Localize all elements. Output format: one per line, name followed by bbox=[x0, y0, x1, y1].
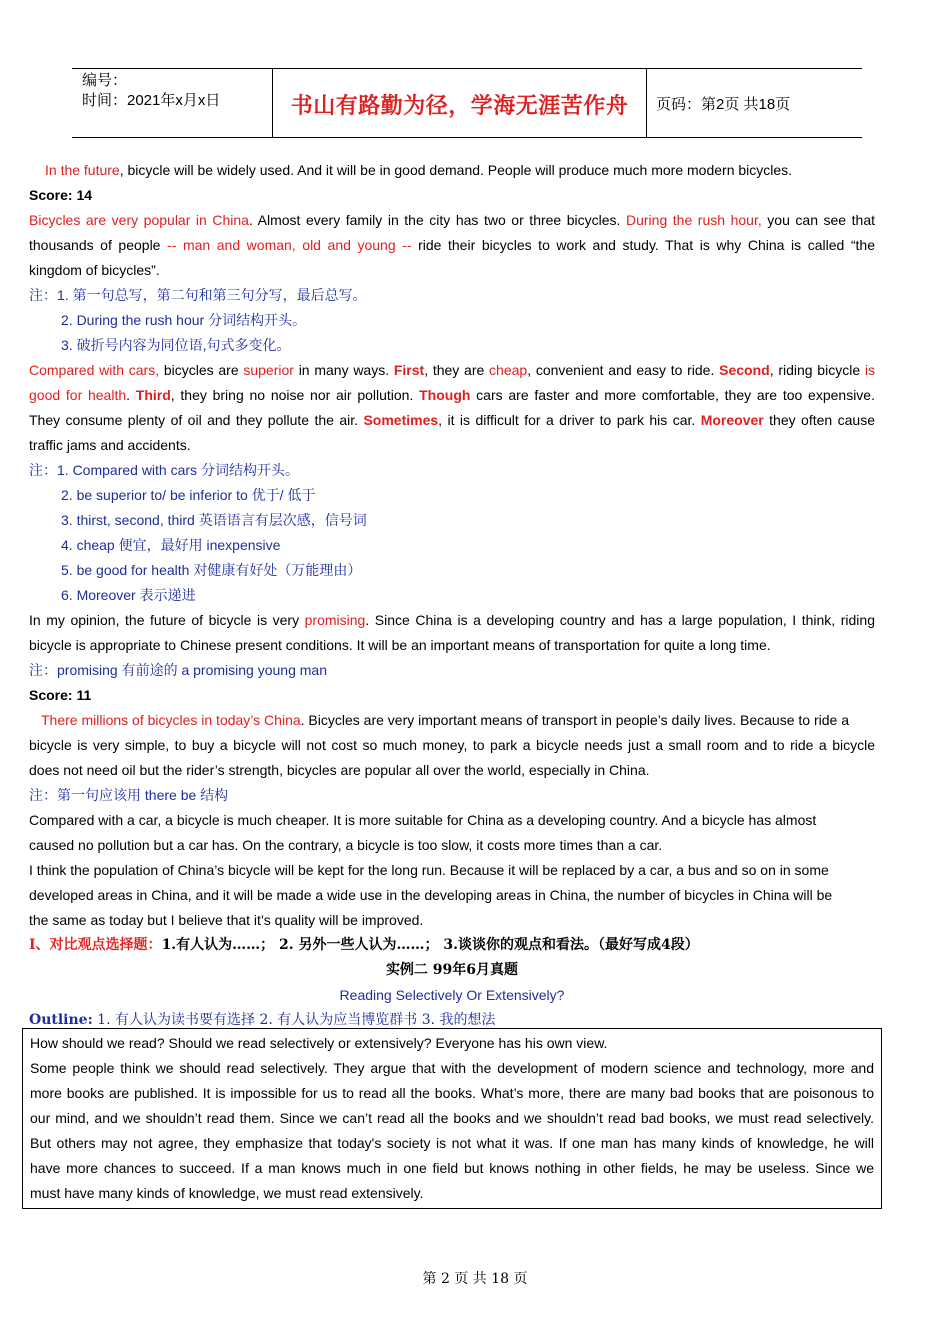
number-label: 编号： bbox=[82, 72, 128, 89]
sample-paragraph-6-line: caused no pollution but a car has. On the contrary, a bicycle is too slow, it costs more times than a car. bbox=[29, 837, 663, 853]
page-footer bbox=[0, 1268, 950, 1288]
section-heading bbox=[29, 933, 875, 958]
highlight-phrase: In the future bbox=[45, 162, 120, 178]
paragraph-text: , riding bicycle bbox=[769, 362, 865, 378]
section-heading-label: I、对比观点选择题： bbox=[29, 937, 162, 953]
sample-paragraph-4-line: bicycle is appropriate to Chinese present conditions. It will be an important means of transportation for quite a long time. bbox=[29, 637, 771, 653]
sample-paragraph-2-line bbox=[29, 208, 875, 233]
paragraph-text: . bbox=[126, 387, 136, 403]
highlight-phrase: superior bbox=[243, 362, 294, 378]
signal-word: First bbox=[393, 362, 425, 378]
highlight-phrase: good for health bbox=[29, 387, 127, 403]
sample-essay-box bbox=[22, 1028, 882, 1209]
paragraph-text: ride their bicycles to work and study. That is why China is called “the bbox=[411, 237, 875, 253]
paragraph-text: They consume plenty of oil and they pollute the air. bbox=[29, 412, 364, 428]
note-line: 2. During the rush hour 分词结构开头。 bbox=[61, 312, 307, 328]
sample-paragraph-3-line bbox=[29, 383, 875, 408]
essay-line: Some people think we should read selectively. They argue that with the development of modern science and technology, more and bbox=[30, 1060, 874, 1076]
highlight-phrase: cheap bbox=[489, 362, 528, 378]
sample-paragraph-2-line bbox=[29, 233, 875, 258]
paragraph-text: . Bicycles are very important means of transport in people’s daily lives. Because to ride a bbox=[300, 712, 849, 728]
sample-paragraph-3-line bbox=[29, 408, 875, 433]
note-line: 5. be good for health 对健康有好处（万能理由） bbox=[61, 562, 362, 578]
sample-paragraph-5-line: does not need oil but the rider’s strength, bicycles are popular all over the world, especially in China. bbox=[29, 762, 650, 778]
paragraph-text: In my opinion, the future of bicycle is very bbox=[29, 612, 305, 628]
section-heading-text: 1.有人认为……； 2. 另外一些人认为……； 3.谈谈你的观点和看法。（最好写成4段） bbox=[161, 937, 699, 953]
highlight-phrase: promising bbox=[304, 612, 366, 628]
sample-paragraph-6-line: the same as today but I believe that it’s quality will be improved. bbox=[29, 912, 424, 928]
signal-word: Second bbox=[719, 362, 770, 378]
essay-line: more books are published. It is impossible for us to read all the books. What’s more, there are many bad books that are poisonous to bbox=[30, 1085, 874, 1101]
note-line: 注：1. 第一句总写，第二句和第三句分写，最后总写。 bbox=[29, 287, 367, 303]
outline-label: Outline: bbox=[29, 1012, 93, 1028]
note-line: 6. Moreover 表示递进 bbox=[61, 587, 196, 603]
signal-word: Though bbox=[419, 387, 471, 403]
paragraph-text: in many ways. bbox=[293, 362, 394, 378]
header-page-label: 页码：第2页 共18页 bbox=[656, 96, 791, 113]
highlight-phrase: is bbox=[864, 362, 875, 378]
paragraph-text: , they bring no noise nor air pollution. bbox=[170, 387, 420, 403]
page-header bbox=[72, 68, 862, 138]
note-line: 注：1. Compared with cars 分词结构开头。 bbox=[29, 462, 299, 478]
paragraph-text: you can see that bbox=[761, 212, 875, 228]
paragraph-text: , bicycle will be widely used. And it will be in good demand. People will produce much more modern bicycles. bbox=[119, 162, 793, 178]
note-line: 注：第一句应该用 there be 结构 bbox=[29, 787, 229, 803]
highlight-phrase: Compared with cars, bbox=[29, 362, 160, 378]
footer-page-number: 第 2 页 共 18 页 bbox=[422, 1271, 528, 1287]
sample-paragraph-5-line bbox=[29, 708, 875, 733]
paragraph-text: , it is difficult for a driver to park his car. bbox=[438, 412, 701, 428]
sample-paragraph-3-line bbox=[29, 358, 875, 383]
essay-title: Reading Selectively Or Extensively? bbox=[339, 987, 565, 1003]
signal-word: Sometimes bbox=[363, 412, 439, 428]
paragraph-text: . Almost every family in the city has two or three bicycles. bbox=[248, 212, 626, 228]
header-motto: 书山有路勤为径，学海无涯苦作舟 bbox=[290, 94, 629, 119]
sample-paragraph-2-line: kingdom of bicycles”. bbox=[29, 262, 160, 278]
signal-word: Moreover bbox=[700, 412, 764, 428]
signal-word: Third bbox=[135, 387, 171, 403]
highlight-phrase: There millions of bicycles in today’s China bbox=[41, 712, 301, 728]
sample-paragraph-6-line: developed areas in China, and it will be made a wide use in the developing areas in China, the number of bicycles in China will be bbox=[29, 887, 833, 903]
score-label: Score: 11 bbox=[29, 687, 92, 703]
header-divider bbox=[646, 69, 647, 137]
essay-line: our mind, and we shouldn’t read them. Since we can’t read all the books and we shouldn’t read bad books, we must read selectively. bbox=[30, 1110, 874, 1126]
note-line: 4. cheap 便宜，最好用 inexpensive bbox=[61, 537, 281, 553]
paragraph-text: . Since China is a developing country and has a large population, I think, riding bbox=[365, 612, 875, 628]
paragraph-text: thousands of people bbox=[29, 237, 168, 253]
paragraph-text: , convenient and easy to ride. bbox=[527, 362, 720, 378]
sample-paragraph-1 bbox=[29, 158, 875, 183]
essay-line: How should we read? Should we read selectively or extensively? Everyone has his own view. bbox=[30, 1035, 608, 1051]
time-label: 时间：2021年x月x日 bbox=[82, 92, 221, 109]
essay-line: But others may not agree, they emphasize that today's society is not what it was. If one man has many kinds of knowledge, he will bbox=[30, 1135, 874, 1151]
essay-line: have more chances to succeed. If a man knows much in one field but knows nothing in other fields, he may be useless. Since we bbox=[30, 1160, 874, 1176]
note-line: 3. 破折号内容为同位语,句式多变化。 bbox=[61, 337, 291, 353]
sample-paragraph-6-line: I think the population of China’s bicycle will be kept for the long run. Because it will be replaced by a car, a bus and so on in some bbox=[29, 862, 829, 878]
highlight-phrase: During the rush hour, bbox=[626, 212, 762, 228]
sample-paragraph-3-line: traffic jams and accidents. bbox=[29, 437, 191, 453]
paragraph-text: they often cause bbox=[763, 412, 875, 428]
document-body bbox=[29, 158, 875, 1033]
sample-paragraph-4-line bbox=[29, 608, 875, 633]
paragraph-text: , they are bbox=[424, 362, 490, 378]
example-title: 实例二 99年6月真题 bbox=[385, 962, 519, 978]
score-label: Score: 14 bbox=[29, 187, 93, 203]
essay-line: must have many kinds of knowledge, we must read extensively. bbox=[30, 1185, 424, 1201]
paragraph-text: cars are faster and more comfortable, they are too expensive. bbox=[470, 387, 875, 403]
paragraph-text: bicycles are bbox=[159, 362, 244, 378]
header-info bbox=[82, 71, 220, 111]
note-line: 2. be superior to/ be inferior to 优于/ 低于 bbox=[61, 487, 316, 503]
outline-text: 1. 有人认为读书要有选择 2. 有人认为应当博览群书 3. 我的想法 bbox=[92, 1012, 496, 1028]
sample-paragraph-6-line: Compared with a car, a bicycle is much cheaper. It is more suitable for China as a developing country. And a bicycle has almost bbox=[29, 812, 817, 828]
highlight-phrase: -- man and woman, old and young -- bbox=[167, 237, 412, 253]
highlight-phrase: Bicycles are very popular in China bbox=[29, 212, 249, 228]
note-line: 注：promising 有前途的 a promising young man bbox=[29, 662, 327, 678]
sample-paragraph-5-line: bicycle is very simple, to buy a bicycle will not cost so much money, to park a bicycle needs just a small room and to ride a bicycle bbox=[29, 737, 875, 753]
note-line: 3. thirst, second, third 英语语言有层次感，信号词 bbox=[61, 512, 367, 528]
